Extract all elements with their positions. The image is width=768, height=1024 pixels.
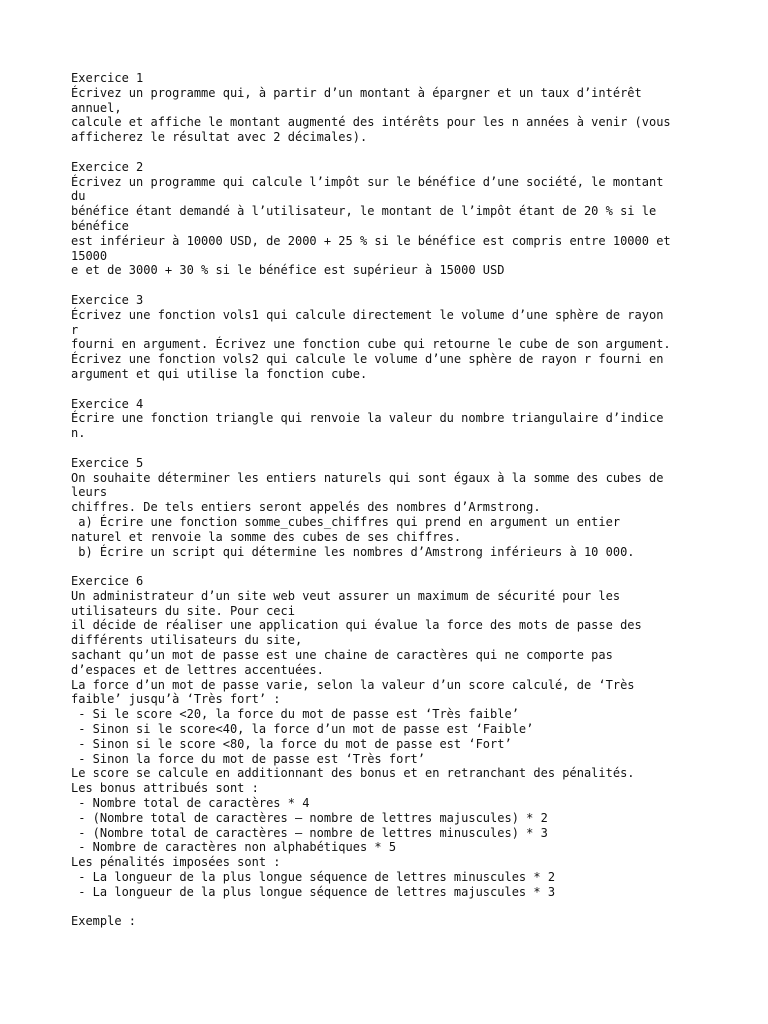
paragraph-gap	[71, 900, 751, 915]
text-line: - Sinon si le score <80, la force du mot de passe est ‘Fort’	[71, 736, 512, 751]
exercise-heading: Exercice 4	[71, 396, 144, 411]
text-line: il décide de réaliser une application qui évalue la force des mots de passe des	[71, 618, 642, 633]
text-line: On souhaite déterminer les entiers naturels qui sont égaux à la somme des cubes de	[71, 470, 664, 485]
text-line: - Nombre de caractères non alphabétiques * 5	[71, 840, 397, 855]
paragraph-gap	[71, 145, 751, 160]
exercise-block	[71, 456, 751, 560]
exercise-block	[71, 160, 751, 278]
text-line: est inférieur à 10000 USD, de 2000 + 25 % si le bénéfice est compris entre 10000 et	[71, 233, 671, 248]
text-line: sachant qu’un mot de passe est une chaine de caractères qui ne comporte pas	[71, 648, 613, 663]
exercise-heading: Exercice 2	[71, 159, 144, 174]
text-line: bénéfice	[71, 218, 129, 233]
exercise-block	[71, 397, 751, 441]
text-line: d’espaces et de lettres accentuées.	[71, 662, 324, 677]
text-line: - Si le score <20, la force du mot de passe est ‘Très faible’	[71, 707, 519, 722]
text-line: n.	[71, 426, 86, 441]
paragraph-gap	[71, 559, 751, 574]
text-line: - (Nombre total de caractères – nombre de lettres minuscules) * 3	[71, 825, 548, 840]
text-line: fourni en argument. Écrivez une fonction cube qui retourne le cube de son argument.	[71, 337, 671, 352]
text-line: naturel et renvoie la somme des cubes de ses chiffres.	[71, 529, 462, 544]
text-line: - La longueur de la plus longue séquence de lettres majuscules * 3	[71, 884, 556, 899]
text-line: - (Nombre total de caractères – nombre de lettres majuscules) * 2	[71, 810, 548, 825]
text-line: faible’ jusqu’à ‘Très fort’ :	[71, 692, 281, 707]
text-line: argument et qui utilise la fonction cube.	[71, 366, 368, 381]
text-line: a) Écrire une fonction somme_cubes_chiffres qui prend en argument un entier	[71, 514, 621, 529]
exercise-heading: Exercice 1	[71, 71, 144, 85]
paragraph-gap	[71, 278, 751, 293]
text-line: Un administrateur d’un site web veut assurer un maximum de sécurité pour les	[71, 588, 621, 603]
text-line: - La longueur de la plus longue séquence de lettres minuscules * 2	[71, 870, 556, 885]
text-line: - Sinon si le score<40, la force d’un mot de passe est ‘Faible’	[71, 722, 534, 737]
text-line: e et de 3000 + 30 % si le bénéfice est supérieur à 15000 USD	[71, 263, 505, 278]
text-line: afficherez le résultat avec 2 décimales).	[71, 130, 368, 145]
text-line: Écrivez un programme qui, à partir d’un montant à épargner et un taux d’intérêt	[71, 85, 642, 100]
text-line: Écrivez un programme qui calcule l’impôt sur le bénéfice d’une société, le montant	[71, 174, 664, 189]
text-line: Écrivez une fonction vols1 qui calcule directement le volume d’une sphère de rayon	[71, 307, 664, 322]
text-line: 15000	[71, 248, 108, 263]
text-line: annuel,	[71, 100, 122, 115]
document-page	[71, 71, 751, 929]
text-line: - Sinon la force du mot de passe est ‘Très fort’	[71, 751, 426, 766]
text-line: utilisateurs du site. Pour ceci	[71, 603, 295, 618]
text-line: - Nombre total de caractères * 4	[71, 796, 310, 811]
text-line: différents utilisateurs du site,	[71, 633, 303, 648]
text-line: Les pénalités imposées sont :	[71, 855, 281, 870]
exercise-heading: Exercice 6	[71, 574, 144, 589]
exercise-block	[71, 293, 751, 382]
exercise-block	[71, 914, 751, 929]
text-line: du	[71, 189, 86, 204]
text-line: chiffres. De tels entiers seront appelés des nombres d’Armstrong.	[71, 500, 541, 515]
exercise-heading: Exercice 3	[71, 292, 144, 307]
text-line: Les bonus attribués sont :	[71, 781, 259, 796]
text-line: Le score se calcule en additionnant des bonus et en retranchant des pénalités.	[71, 766, 635, 781]
exercise-heading: Exemple :	[71, 914, 137, 929]
text-line: calcule et affiche le montant augmenté des intérêts pour les n années à venir (vous	[71, 115, 671, 130]
exercise-block	[71, 574, 751, 900]
text-line: r	[71, 322, 79, 337]
text-line: Écrivez une fonction vols2 qui calcule le volume d’une sphère de rayon r fourni en	[71, 352, 664, 367]
text-line: La force d’un mot de passe varie, selon la valeur d’un score calculé, de ‘Très	[71, 677, 635, 692]
exercise-block	[71, 71, 751, 145]
text-line: leurs	[71, 485, 108, 500]
text-line: bénéfice étant demandé à l’utilisateur, le montant de l’impôt étant de 20 % si le	[71, 204, 657, 219]
exercise-heading: Exercice 5	[71, 455, 144, 470]
text-line: Écrire une fonction triangle qui renvoie la valeur du nombre triangulaire d’indice	[71, 411, 664, 426]
paragraph-gap	[71, 441, 751, 456]
paragraph-gap	[71, 382, 751, 397]
text-line: b) Écrire un script qui détermine les nombres d’Amstrong inférieurs à 10 000.	[71, 544, 635, 559]
